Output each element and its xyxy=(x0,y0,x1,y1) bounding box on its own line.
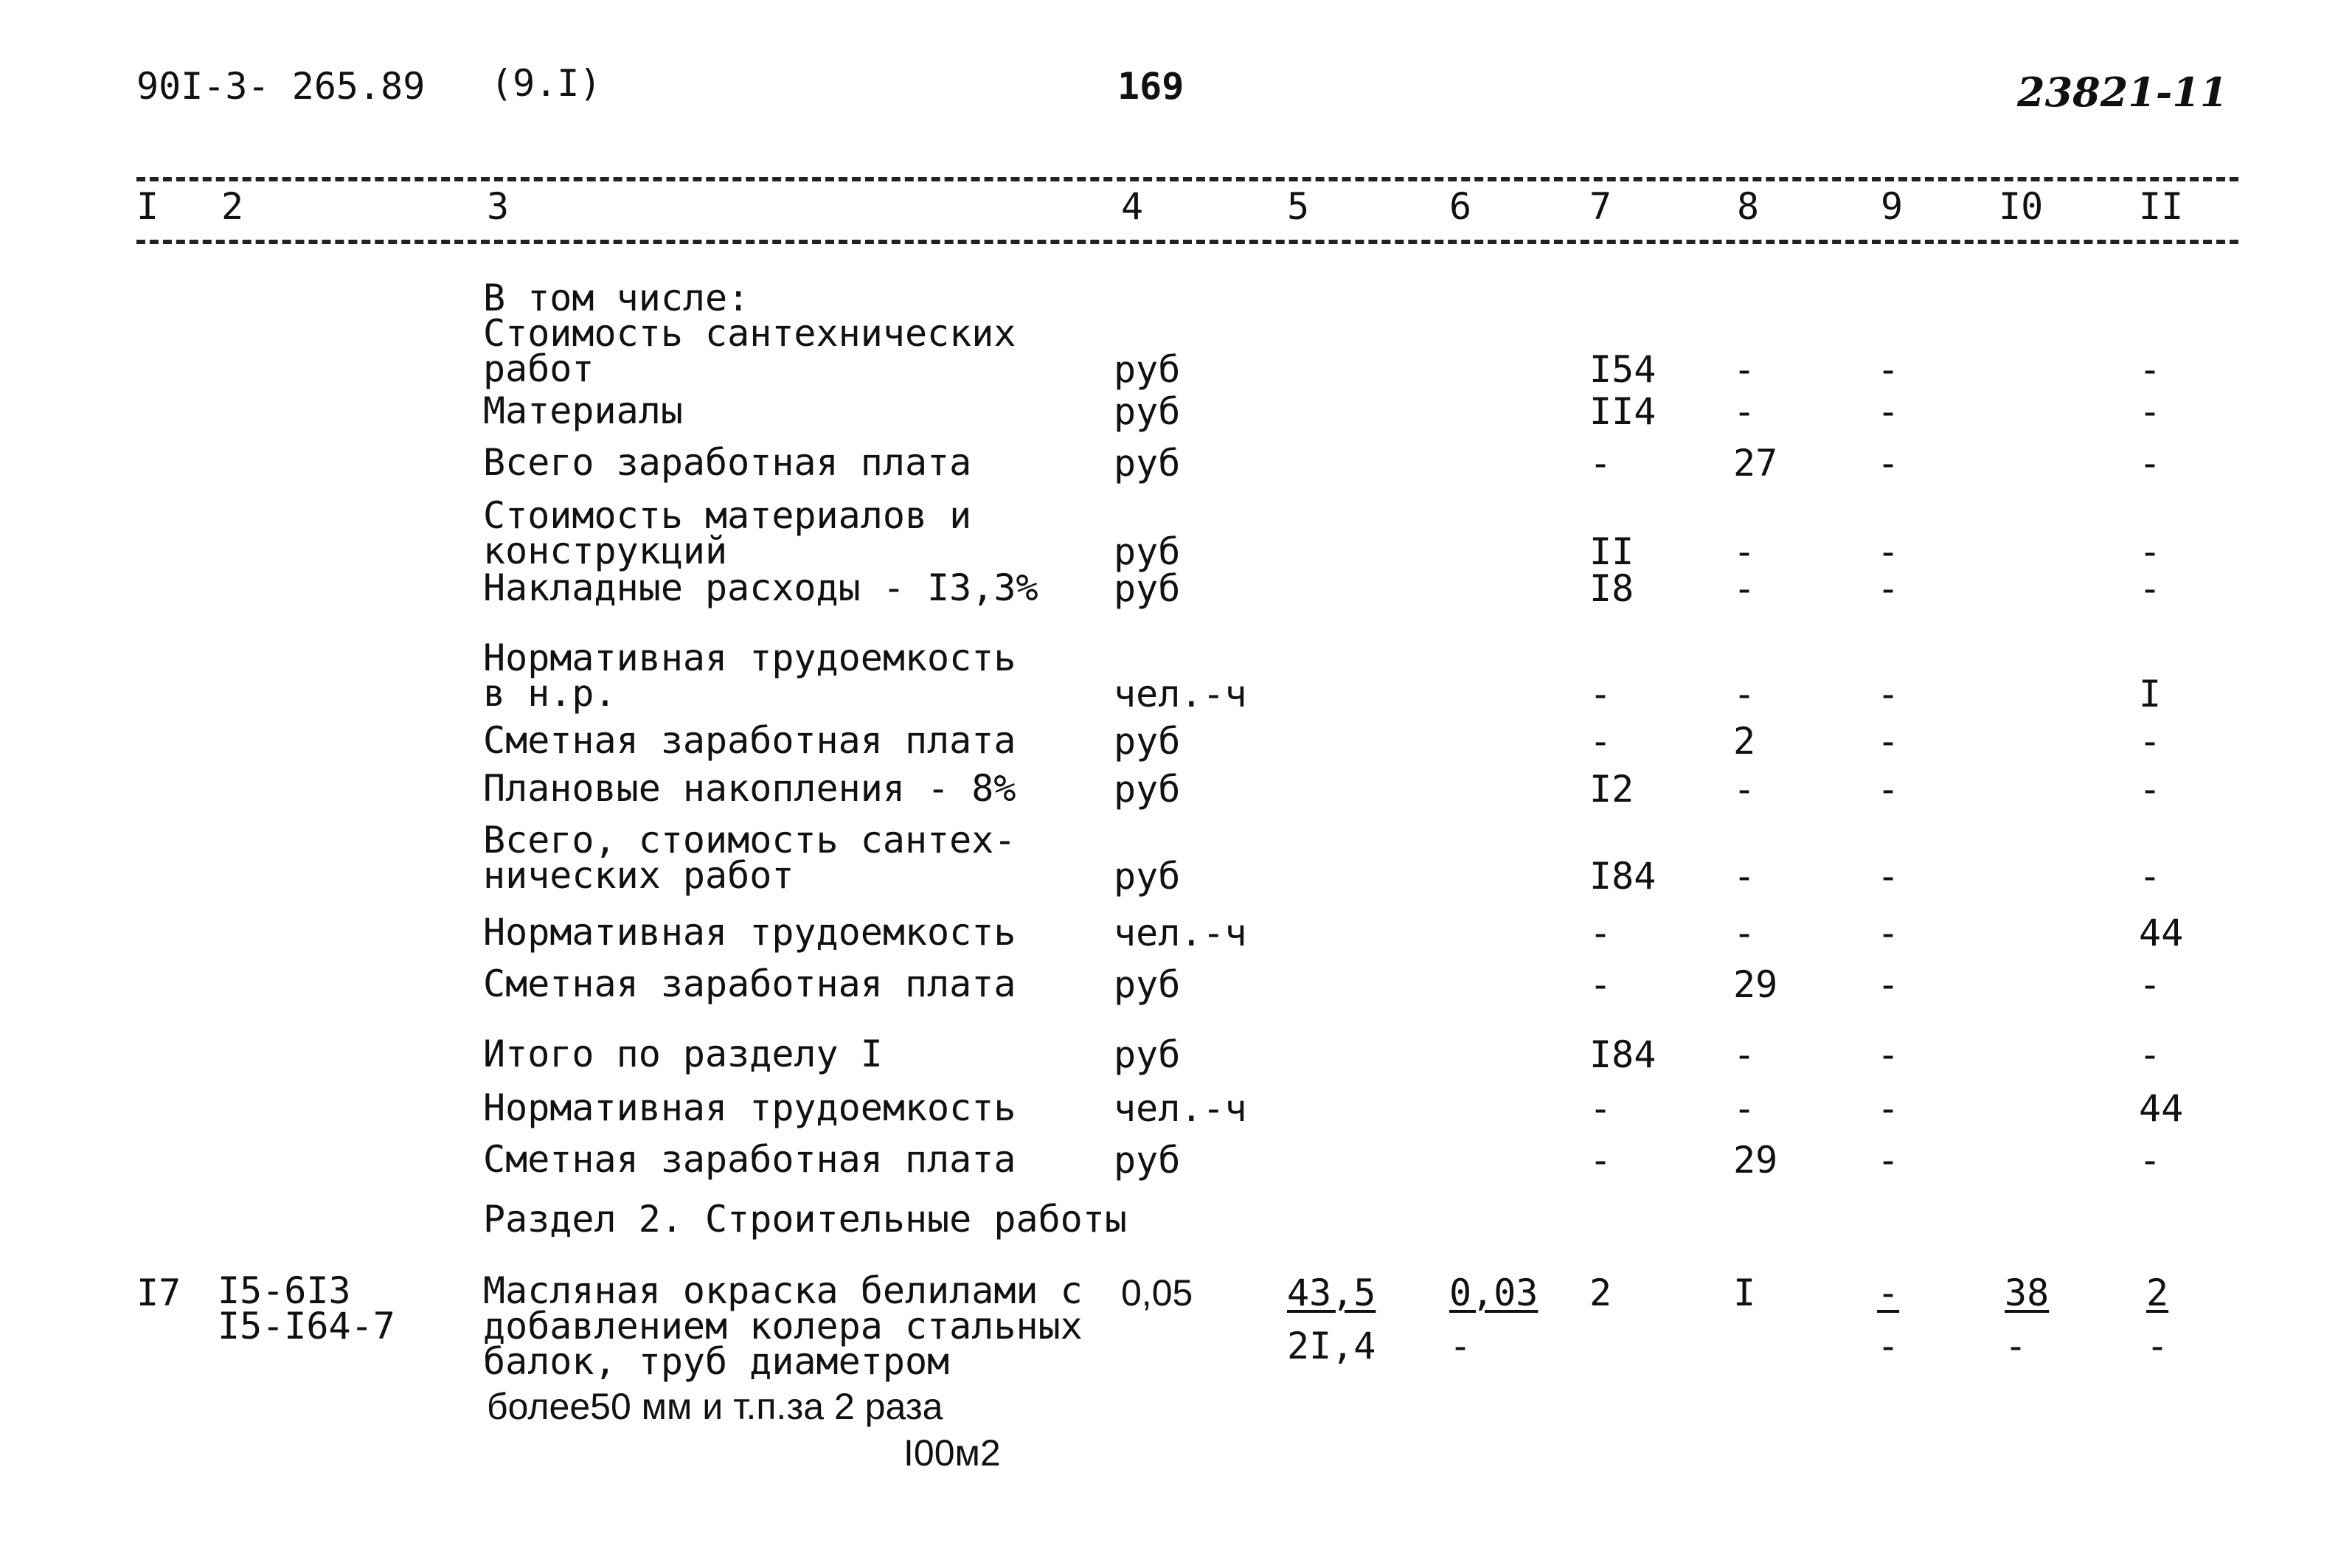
row-col7: I8 xyxy=(1589,567,1634,610)
row-col7: I2 xyxy=(1589,768,1634,811)
row-col8: - xyxy=(1733,855,1756,898)
row-col11: - xyxy=(2139,963,2162,1006)
column-header-5: 5 xyxy=(1287,185,1310,228)
row-col8: - xyxy=(1733,673,1756,715)
row-col11: - xyxy=(2139,768,2162,811)
row-col11: - xyxy=(2139,348,2162,391)
row-col9: - xyxy=(1877,1139,1900,1182)
row-unit: руб xyxy=(1114,1139,1181,1182)
item-col9-top: - xyxy=(1877,1272,1900,1314)
item-col6-top: 0,03 xyxy=(1449,1272,1538,1314)
item-codes: I5-6I3 I5-I64-7 xyxy=(218,1269,395,1347)
row-col9: - xyxy=(1877,855,1900,898)
item-description: Масляная окраска белилами с добавлением колера стальных балок, труб диаметром xyxy=(483,1269,1083,1383)
column-header-10: I0 xyxy=(1999,185,2044,228)
row-unit: чел.-ч xyxy=(1114,912,1247,954)
row-label: Нормативная трудоемкость xyxy=(483,911,1016,954)
row-col11: 44 xyxy=(2139,912,2184,954)
column-header-1: I xyxy=(136,185,159,228)
column-header-11: II xyxy=(2139,185,2184,228)
row-unit: чел.-ч xyxy=(1114,1087,1247,1130)
item-col9-bottom: - xyxy=(1877,1325,1900,1367)
row-col11: - xyxy=(2139,1033,2162,1076)
row-unit: руб xyxy=(1114,530,1181,573)
row-label: Стоимость материалов и конструкций xyxy=(483,494,972,572)
row-unit: руб xyxy=(1114,963,1181,1006)
row-col8: 29 xyxy=(1733,963,1778,1006)
row-col9: - xyxy=(1877,912,1900,954)
row-unit: руб xyxy=(1114,348,1181,391)
item-col6-bottom: - xyxy=(1449,1325,1472,1367)
row-col8: 27 xyxy=(1733,442,1778,485)
row-label: Сметная заработная плата xyxy=(483,962,1016,1005)
row-col11: - xyxy=(2139,530,2162,573)
row-col7: - xyxy=(1589,963,1612,1006)
item-col10-top: 38 xyxy=(2005,1272,2050,1314)
item-unit: I00м2 xyxy=(903,1432,1001,1474)
item-number: I7 xyxy=(136,1272,181,1314)
row-col11: I xyxy=(2139,673,2162,715)
row-col11: - xyxy=(2139,1139,2162,1182)
item-col5-top: 43,5 xyxy=(1287,1272,1376,1314)
item-quantity: 0,05 xyxy=(1121,1272,1193,1314)
header-rule-bottom xyxy=(136,240,2238,244)
row-unit: чел.-ч xyxy=(1114,673,1247,715)
row-col9: - xyxy=(1877,442,1900,485)
section-reference: (9.I) xyxy=(490,62,602,105)
row-unit: руб xyxy=(1114,855,1181,898)
row-col9: - xyxy=(1877,1033,1900,1076)
row-col9: - xyxy=(1877,768,1900,811)
row-col8: - xyxy=(1733,390,1756,433)
section-title: Раздел 2. Строительные работы xyxy=(483,1198,1127,1241)
row-col11: - xyxy=(2139,442,2162,485)
row-label: Сметная заработная плата xyxy=(483,1138,1016,1181)
row-col8: - xyxy=(1733,1087,1756,1130)
row-col7: - xyxy=(1589,912,1612,954)
item-col8: I xyxy=(1733,1272,1756,1314)
row-unit: руб xyxy=(1114,720,1181,763)
column-header-3: 3 xyxy=(487,185,510,228)
row-label: Плановые накопления - 8% xyxy=(483,767,1016,810)
item-description-continued: более50 мм и т.п.за 2 раза xyxy=(487,1386,943,1427)
row-col7: I84 xyxy=(1589,1033,1657,1076)
row-label: Сметная заработная плата xyxy=(483,719,1016,762)
row-col8: 2 xyxy=(1733,720,1756,763)
item-col11-top: 2 xyxy=(2146,1272,2169,1314)
row-label: Материалы xyxy=(483,389,683,432)
row-col9: - xyxy=(1877,673,1900,715)
row-unit: руб xyxy=(1114,768,1181,811)
row-col11: - xyxy=(2139,855,2162,898)
row-col7: - xyxy=(1589,1087,1612,1130)
row-col11: - xyxy=(2139,720,2162,763)
row-col8: - xyxy=(1733,348,1756,391)
row-col8: 29 xyxy=(1733,1139,1778,1182)
row-label: Итого по разделу I xyxy=(483,1033,883,1075)
row-col8: - xyxy=(1733,530,1756,573)
row-col9: - xyxy=(1877,963,1900,1006)
item-col7: 2 xyxy=(1589,1272,1612,1314)
row-col9: - xyxy=(1877,567,1900,610)
column-header-7: 7 xyxy=(1589,185,1612,228)
row-unit: руб xyxy=(1114,1033,1181,1076)
row-col7: - xyxy=(1589,720,1612,763)
row-col11: - xyxy=(2139,390,2162,433)
row-col9: - xyxy=(1877,348,1900,391)
row-col8: - xyxy=(1733,1033,1756,1076)
column-header-9: 9 xyxy=(1881,185,1904,228)
row-col7: - xyxy=(1589,1139,1612,1182)
row-col7: I54 xyxy=(1589,348,1657,391)
row-col7: II xyxy=(1589,530,1634,573)
row-col8: - xyxy=(1733,768,1756,811)
row-label: Всего, стоимость сантех- нических работ xyxy=(483,819,1016,897)
column-header-6: 6 xyxy=(1449,185,1472,228)
row-col9: - xyxy=(1877,720,1900,763)
row-label: Всего заработная плата xyxy=(483,441,972,484)
row-unit: руб xyxy=(1114,442,1181,485)
row-label: Нормативная трудоемкость в н.р. xyxy=(483,636,1016,715)
row-col11: 44 xyxy=(2139,1087,2184,1130)
row-col7: I84 xyxy=(1589,855,1657,898)
row-col8: - xyxy=(1733,567,1756,610)
row-col9: - xyxy=(1877,1087,1900,1130)
row-label: Накладные расходы - I3,3% xyxy=(483,566,1038,609)
row-col7: - xyxy=(1589,442,1612,485)
page-number: 169 xyxy=(1117,65,1184,108)
row-col11: - xyxy=(2139,567,2162,610)
item-col11-bottom: - xyxy=(2146,1325,2169,1367)
item-col10-bottom: - xyxy=(2005,1325,2027,1367)
row-label: Нормативная трудоемкость xyxy=(483,1086,1016,1129)
row-label: В том числе: Стоимость сантехнических работ xyxy=(483,277,1016,390)
column-header-2: 2 xyxy=(221,185,244,228)
column-header-4: 4 xyxy=(1121,185,1144,228)
row-col7: II4 xyxy=(1589,390,1657,433)
document-code: 90I-3- 265.89 xyxy=(136,65,426,108)
row-unit: руб xyxy=(1114,390,1181,433)
row-col8: - xyxy=(1733,912,1756,954)
row-col7: - xyxy=(1589,673,1612,715)
header-rule-top xyxy=(136,177,2238,181)
item-col5-bottom: 2I,4 xyxy=(1287,1325,1376,1367)
row-col9: - xyxy=(1877,530,1900,573)
archive-number: 23821-11 xyxy=(2017,69,2228,116)
row-col9: - xyxy=(1877,390,1900,433)
row-unit: руб xyxy=(1114,567,1181,610)
column-header-8: 8 xyxy=(1737,185,1760,228)
